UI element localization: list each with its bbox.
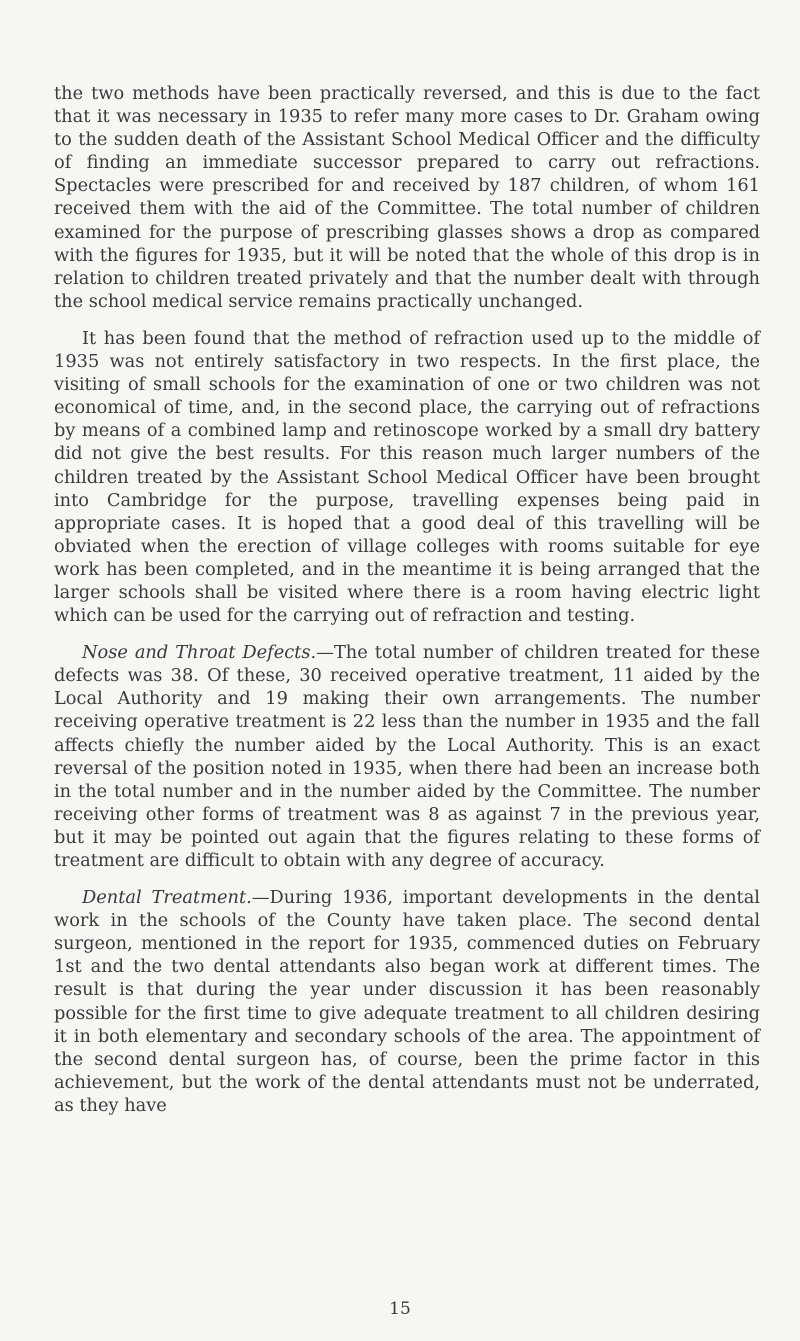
paragraph-2 — [54, 327, 760, 627]
dental-heading: Dental Treatment. — [82, 887, 252, 909]
document-body — [54, 82, 760, 1131]
paragraph-dental — [54, 886, 760, 1117]
nose-throat-text: —The total number of children treated for these defects was 38. Of these, 30 received operative treatment, 11 aided by the Local Authority and 19 making their own arrangements. The number receiving operative treatment is 22 less than the number in 1935 and the fall affects chiefly the number aided by the Local Authority. This is an exact reversal of the position noted in 1935, when there had been an increase both in the total number and in the number aided by the Committee. The number receiving other forms of treatment was 8 as against 7 in the previous year, but it may be pointed out again that the figures relating to these forms of treatment are difficult to obtain with any degree of accuracy. — [54, 642, 760, 871]
page-number: 15 — [389, 1299, 411, 1319]
nose-throat-heading: Nose and Throat Defects. — [82, 642, 317, 664]
paragraph-1 — [54, 82, 760, 313]
dental-text: —During 1936, important developments in the dental work in the schools of the County have taken place. The second dental surgeon, mentioned in the report for 1935, commenced duties on February 1st and the two dental attendants also began work at different times. The result is that during the year under discussion it has been reasonably possible for the first time to give adequate treatment to all children desiring it in both elementary and secondary schools of the area. The appointment of the second dental surgeon has, of course, been the prime factor in this achievement, but the work of the dental attendants must not be underrated, as they have — [54, 887, 760, 1116]
paragraph-1-text: the two methods have been practically reversed, and this is due to the fact that it was necessary in 1935 to refer many more cases to Dr. Graham owing to the sudden death of the Assistant School Medical Officer and the difficulty of finding an immediate successor prepared to carry out refractions. Spectacles were prescribed for and received by 187 children, of whom 161 received them with the aid of the Committee. The total number of children examined for the purpose of prescribing glasses shows a drop as compared with the figures for 1935, but it will be noted that the whole of this drop is in relation to children treated privately and that the number dealt with through the school medical service remains practically unchanged. — [54, 83, 760, 312]
paragraph-2-text: It has been found that the method of refraction used up to the middle of 1935 was not entirely satisfactory in two respects. In the first place, the visiting of small schools for the examination of one or two children was not economical of time, and, in the second place, the carrying out of refractions by means of a combined lamp and retinoscope worked by a small dry battery did not give the best results. For this reason much larger numbers of the children treated by the Assistant School Medical Officer have been brought into Cambridge for the purpose, travelling expenses being paid in appropriate cases. It is hoped that a good deal of this travelling will be obviated when the erection of village colleges with rooms suitable for eye work has been completed, and in the meantime it is being arranged that the larger schools shall be visited where there is a room having electric light which can be used for the carrying out of refraction and testing. — [54, 327, 760, 627]
paragraph-nose-throat — [54, 641, 760, 872]
